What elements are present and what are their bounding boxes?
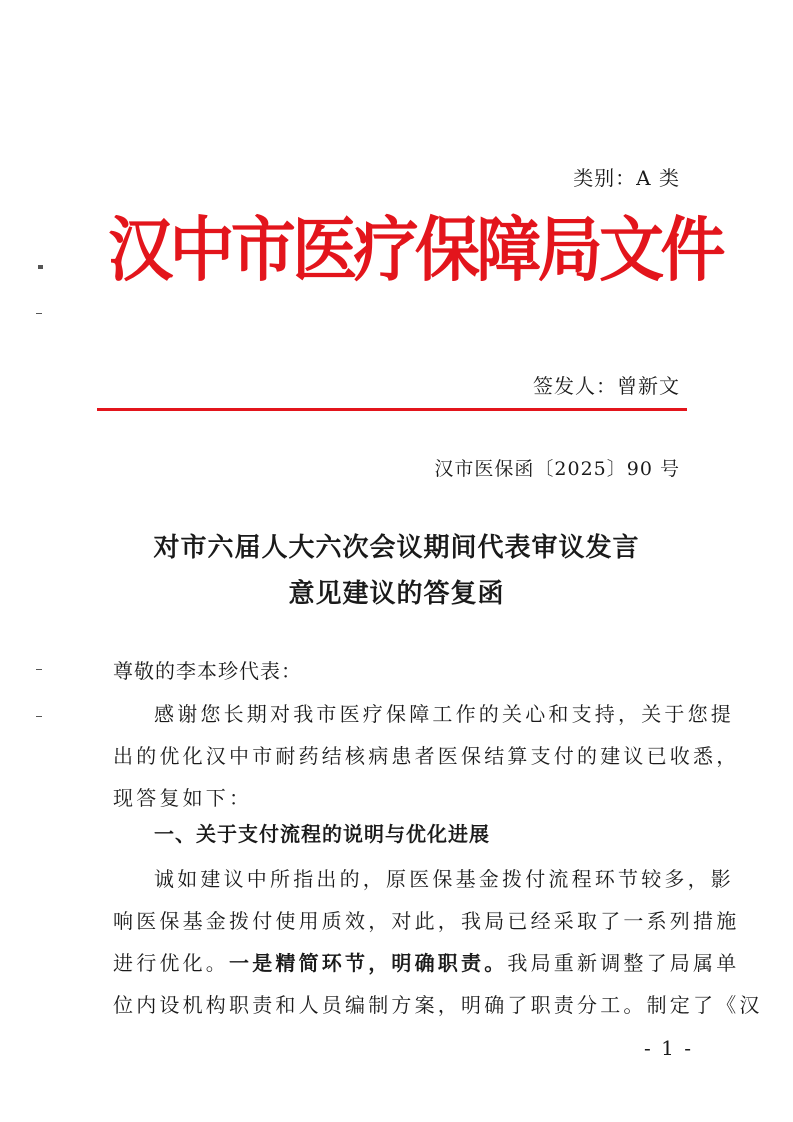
document-category: 类别：A 类: [573, 166, 680, 190]
scan-mark: [38, 265, 43, 269]
signer: 签发人：曾新文: [533, 374, 680, 398]
paragraph-line: 现答复如下：: [113, 786, 253, 810]
paragraph-line: 诚如建议中所指出的，原医保基金拨付流程环节较多，影: [154, 867, 734, 891]
scan-mark: [36, 669, 42, 670]
page-number: - 1 -: [644, 1036, 693, 1060]
red-divider: [97, 408, 687, 411]
masthead-title: 汉中市医疗保障局文件: [108, 209, 722, 291]
paragraph-line: 出的优化汉中市耐药结核病患者医保结算支付的建议已收悉，: [113, 744, 740, 768]
scan-mark: [36, 716, 42, 717]
salutation: 尊敬的李本珍代表：: [113, 659, 302, 683]
paragraph-line: 位内设机构职责和人员编制方案，明确了职责分工。制定了《汉: [113, 993, 763, 1017]
paragraph-line: [113, 942, 740, 984]
document-title-line-1: 对市六届人大六次会议期间代表审议发言: [153, 533, 640, 563]
paragraph-section-1: [113, 858, 763, 1026]
scan-mark: [36, 313, 42, 314]
document-title-line-2: 意见建议的答复函: [288, 579, 505, 609]
paragraph-intro: [113, 693, 740, 819]
section-heading-1: 一、关于支付流程的说明与优化进展: [154, 822, 490, 846]
paragraph-line: 感谢您长期对我市医疗保障工作的关心和支持，关于您提: [154, 702, 734, 726]
emphasis-text: 一是精简环节，明确职责。: [229, 951, 508, 975]
paragraph-line: 响医保基金拨付使用质效，对此，我局已经采取了一系列措施: [113, 909, 740, 933]
text-run: 进行优化。: [113, 951, 229, 975]
text-run: 我局重新调整了局属单: [507, 951, 740, 975]
document-number: 汉市医保函〔2025〕90 号: [434, 458, 680, 480]
